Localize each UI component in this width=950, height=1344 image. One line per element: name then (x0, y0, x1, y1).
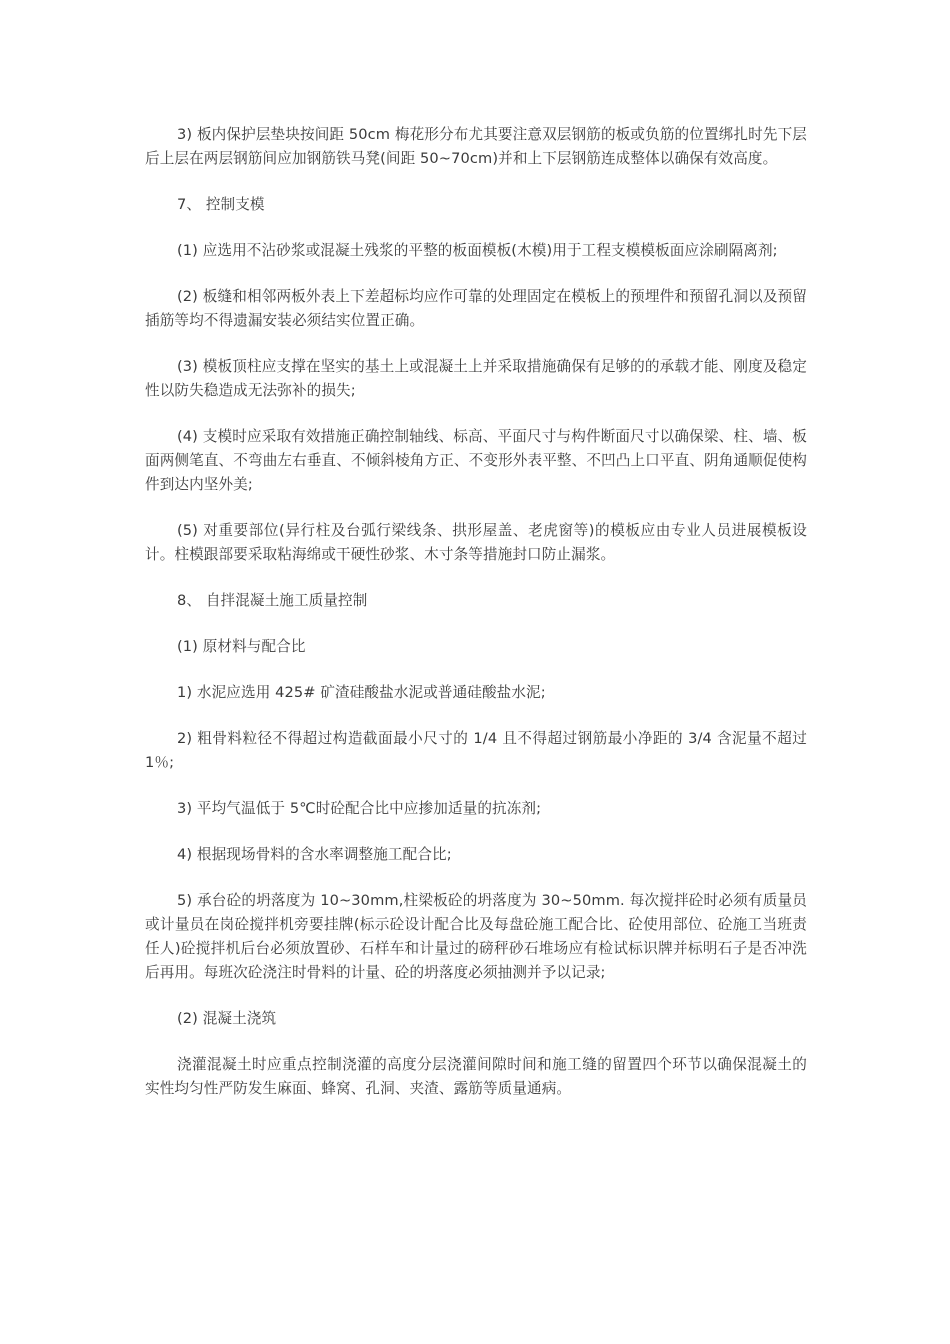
subheading-concrete-pouring: (2) 混凝土浇筑 (177, 1010, 277, 1027)
heading-formwork-control: 7、 控制支模 (177, 196, 265, 213)
paragraph-coarse-aggregate: 2) 粗骨料粒径不得超过构造截面最小尺寸的 1/4 且不得超过钢筋最小净距的 3/4 含泥量不超过 1％; (145, 730, 807, 771)
paragraph-cement: 1) 水泥应选用 425# 矿渣硅酸盐水泥或普通硅酸盐水泥; (177, 684, 546, 701)
paragraph-rebar-cover-blocks: 3) 板内保护层垫块按间距 50cm 梅花形分布尤其要注意双层钢筋的板或负筋的位置绑扎时先下层后上层在两层钢筋间应加钢筋铁马凳(间距 50~70cm)并和上下层钢筋连成整体以确保有效高度。 (145, 126, 807, 167)
paragraph-pouring: 浇灌混凝土时应重点控制浇灌的高度分层浇灌间隙时间和施工缝的留置四个环节以确保混凝土的实性均匀性严防发生麻面、蜂窝、孔洞、夹渣、露筋等质量通病。 (145, 1056, 807, 1097)
paragraph-formwork-5: (5) 对重要部位(异行柱及台弧行梁线条、拱形屋盖、老虎窗等)的模板应由专业人员进展模板设计。柱模跟部要采取粘海绵或干硬性砂浆、木寸条等措施封口防止漏浆。 (145, 522, 807, 563)
paragraph-slump: 5) 承台砼的坍落度为 10~30mm,柱梁板砼的坍落度为 30~50mm. 每次搅拌砼时必须有质量员或计量员在岗砼搅拌机旁要挂牌(标示砼设计配合比及每盘砼施工配合比、砼使用部位、砼施工当班责任人)砼搅拌机后台必须放置砂、石样车和计量过的磅秤砂石堆场应有检试标识牌并标明石子是否冲洗后再用。每班次砼浇注时骨料的计量、砼的坍落度必须抽测并予以记录; (145, 892, 807, 981)
paragraph-formwork-4: (4) 支模时应采取有效措施正确控制轴线、标高、平面尺寸与构件断面尺寸以确保梁、柱、墙、板面两侧笔直、不弯曲左右垂直、不倾斜棱角方正、不变形外表平整、不凹凸上口平直、阴角通顺促使构件到达内坚外美; (145, 428, 807, 493)
paragraph-moisture-adjust: 4) 根据现场骨料的含水率调整施工配合比; (177, 846, 452, 863)
heading-concrete-quality: 8、 自拌混凝土施工质量控制 (177, 592, 368, 609)
document-body (145, 123, 807, 1101)
paragraph-formwork-2: (2) 板缝和相邻两板外表上下差超标均应作可靠的处理固定在模板上的预埋件和预留孔洞以及预留插筋等均不得遗漏安装必须结实位置正确。 (145, 288, 807, 329)
paragraph-formwork-3: (3) 模板顶柱应支撑在坚实的基土上或混凝土上并采取措施确保有足够的的承载才能、刚度及稳定性以防失稳造成无法弥补的损失; (145, 358, 807, 399)
paragraph-formwork-1: (1) 应选用不沾砂浆或混凝土残浆的平整的板面模板(木模)用于工程支模模板面应涂刷隔离剂; (177, 242, 778, 259)
paragraph-antifreeze: 3) 平均气温低于 5℃时砼配合比中应掺加适量的抗冻剂; (177, 800, 542, 817)
subheading-materials-mix: (1) 原材料与配合比 (177, 638, 306, 655)
